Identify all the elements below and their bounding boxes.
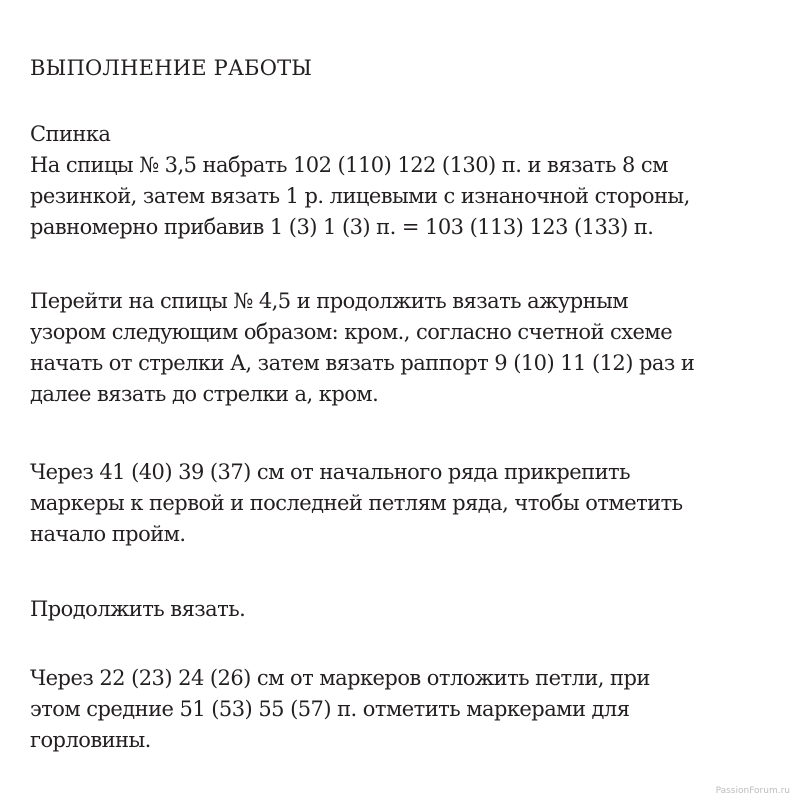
text-line: узором следующим образом: кром., согласно счетной схеме — [30, 320, 673, 344]
text-line: равномерно прибавив 1 (3) 1 (3) п. = 103 (113) 123 (133) п. — [30, 215, 654, 239]
text-line: На спицы № 3,5 набрать 102 (110) 122 (130) п. и вязать 8 см — [30, 153, 668, 177]
text-line: маркеры к первой и последней петлям ряда, чтобы отметить — [30, 491, 683, 515]
text-line: горловины. — [30, 728, 151, 752]
text-line: далее вязать до стрелки а, кром. — [30, 382, 379, 406]
text-line: Через 22 (23) 24 (26) см от маркеров отложить петли, при — [30, 666, 650, 690]
text-line: Перейти на спицы № 4,5 и продолжить вязать ажурным — [30, 289, 629, 313]
section-pattern — [30, 286, 694, 410]
section-continue — [30, 594, 245, 625]
section-markers — [30, 457, 683, 550]
text-line: резинкой, затем вязать 1 р. лицевыми с изнаночной стороны, — [30, 184, 690, 208]
text-line: начало пройм. — [30, 522, 186, 546]
document-heading: ВЫПОЛНЕНИЕ РАБОТЫ — [30, 56, 313, 80]
watermark: PassionForum.ru — [715, 786, 790, 796]
text-line: Через 41 (40) 39 (37) см от начального ряда прикрепить — [30, 460, 630, 484]
section-back — [30, 119, 690, 243]
text-line: этом средние 51 (53) 55 (57) п. отметить маркерами для — [30, 697, 630, 721]
text-line: начать от стрелки А, затем вязать раппорт 9 (10) 11 (12) раз и — [30, 351, 695, 375]
section-neck — [30, 663, 650, 756]
section-title-back: Спинка — [30, 122, 111, 146]
text-line: Продолжить вязать. — [30, 597, 246, 621]
